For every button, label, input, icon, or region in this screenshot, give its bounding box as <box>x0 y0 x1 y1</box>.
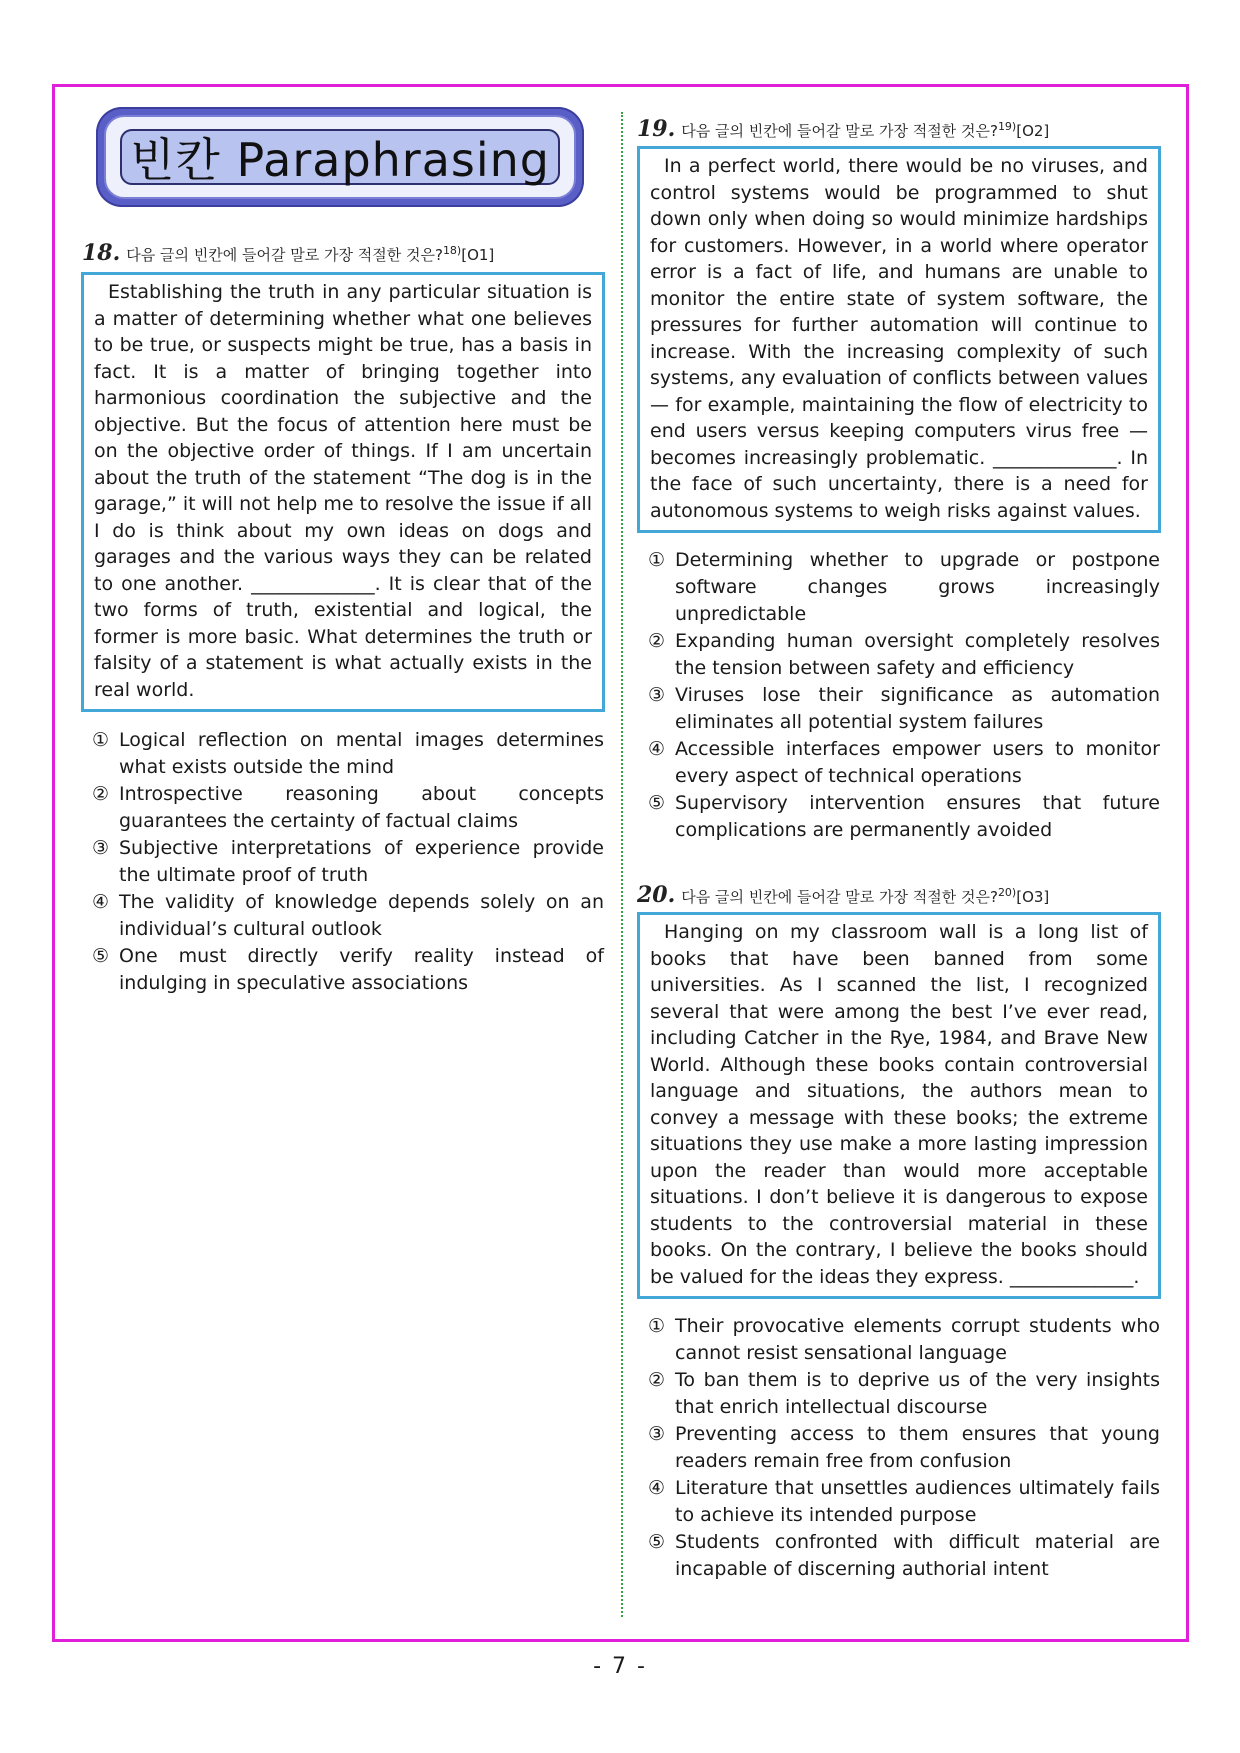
choice-item[interactable] <box>92 781 604 835</box>
choice-text: Logical reflection on mental images determines what exists outside the mind <box>119 729 604 778</box>
choice-item[interactable] <box>648 1475 1160 1529</box>
question-source: 18) <box>442 244 462 257</box>
choice-text: Expanding human oversight completely resolves the tension between safety and efficiency <box>675 630 1160 679</box>
choice-item[interactable] <box>648 1367 1160 1421</box>
choice-mark: ① <box>648 549 666 571</box>
choice-text: Supervisory intervention ensures that future complications are permanently avoided <box>675 792 1160 841</box>
question-code: [O2] <box>1016 122 1050 140</box>
choice-item[interactable] <box>648 1421 1160 1475</box>
question-prompt: 다음 글의 빈칸에 들어갈 말로 가장 적절한 것은? <box>126 246 443 264</box>
choice-mark: ③ <box>648 1423 666 1445</box>
choice-item[interactable] <box>648 736 1160 790</box>
choice-text: Accessible interfaces empower users to monitor every aspect of technical operations <box>675 738 1160 787</box>
choice-item[interactable] <box>92 727 604 781</box>
choice-item[interactable] <box>648 547 1160 628</box>
choice-mark: ① <box>92 729 110 751</box>
question-number: 20. <box>637 882 676 908</box>
section-banner <box>96 107 584 207</box>
choice-mark: ⑤ <box>648 792 666 814</box>
choice-item[interactable] <box>648 628 1160 682</box>
choice-text: Preventing access to them ensures that young readers remain free from confusion <box>675 1423 1160 1472</box>
page-number: - 7 - <box>593 1654 647 1679</box>
choice-text: Introspective reasoning about concepts guarantees the certainty of factual claims <box>119 783 604 832</box>
choice-mark: ④ <box>92 891 110 913</box>
choice-mark: ④ <box>648 738 666 760</box>
question-prompt: 다음 글의 빈칸에 들어갈 말로 가장 적절한 것은? <box>681 122 998 140</box>
choice-item[interactable] <box>648 790 1160 844</box>
choice-text: To ban them is to deprive us of the very insights that enrich intellectual discourse <box>675 1369 1160 1418</box>
column-divider <box>621 112 623 1617</box>
question-19-header <box>637 116 1049 142</box>
choice-text: Subjective interpretations of experience provide the ultimate proof of truth <box>119 837 604 886</box>
choice-item[interactable] <box>92 943 604 997</box>
choice-text: Their provocative elements corrupt students who cannot resist sensational language <box>675 1315 1160 1364</box>
question-20-header <box>637 882 1049 908</box>
question-19-choices <box>648 547 1160 844</box>
question-prompt: 다음 글의 빈칸에 들어갈 말로 가장 적절한 것은? <box>681 888 998 906</box>
choice-mark: ① <box>648 1315 666 1337</box>
choice-mark: ③ <box>92 837 110 859</box>
question-source: 20) <box>997 886 1017 899</box>
choice-text: The validity of knowledge depends solely on an individual’s cultural outlook <box>119 891 604 940</box>
choice-mark: ⑤ <box>92 945 110 967</box>
choice-item[interactable] <box>648 1313 1160 1367</box>
choice-item[interactable] <box>648 682 1160 736</box>
question-19-passage: In a perfect world, there would be no viruses, and control systems would be programmed to shut down only when doing so would minimize hardships for customers. However, in a world where operator error is a fact of life, and humans are unable to monitor the entire state of system software, the pressures for further automation will continue to increase. With the increasing complexity of such systems, any evaluation of conflicts between values — for example, maintaining the flow of electricity to end users versus keeping computers virus free — becomes increasingly problematic. _____________. In the face of such uncertainty, there is a need for autonomous systems to weigh risks against values. <box>637 146 1161 533</box>
question-number: 19. <box>637 116 676 142</box>
choice-text: Students confronted with difficult material are incapable of discerning authorial intent <box>675 1531 1160 1580</box>
choice-mark: ② <box>92 783 110 805</box>
choice-text: One must directly verify reality instead of indulging in speculative associations <box>119 945 604 994</box>
question-18-header <box>82 240 494 266</box>
question-code: [O3] <box>1016 888 1050 906</box>
banner-inner-border <box>104 115 576 199</box>
choice-item[interactable] <box>92 835 604 889</box>
choice-mark: ② <box>648 630 666 652</box>
question-20-passage: Hanging on my classroom wall is a long list of books that have been banned from some universities. As I scanned the list, I recognized several that were among the best I’ve ever read, including Catcher in the Rye, 1984, and Brave New World. Although these books contain controversial language and situations, the authors mean to convey a message with these books; the extreme situations they use make a more lasting impression upon the reader than would more acceptable situations. I don’t believe it is dangerous to expose students to the controversial material in these books. On the contrary, I believe the books should be valued for the ideas they express. _____________. <box>637 912 1161 1299</box>
choice-mark: ⑤ <box>648 1531 666 1553</box>
choice-mark: ③ <box>648 684 666 706</box>
banner-title: 빈칸 Paraphrasing <box>129 133 550 187</box>
choice-text: Determining whether to upgrade or postpone software changes grows increasingly unpredictable <box>675 549 1160 625</box>
question-18-choices <box>92 727 604 997</box>
choice-item[interactable] <box>92 889 604 943</box>
question-number: 18. <box>82 240 121 266</box>
question-20-choices <box>648 1313 1160 1583</box>
choice-text: Viruses lose their significance as automation eliminates all potential system failures <box>675 684 1160 733</box>
choice-item[interactable] <box>648 1529 1160 1583</box>
question-18-passage: Establishing the truth in any particular situation is a matter of determining whether what one believes to be true, or suspects might be true, has a basis in fact. It is a matter of bringing together into harmonious coordination the subjective and the objective. But the focus of attention here must be on the objective order of things. If I am uncertain about the truth of the statement “The dog is in the garage,” it will not help me to resolve the issue if all I do is think about my own ideas on dogs and garages and the various ways they can be related to one another. _____________. It is clear that of the two forms of truth, existential and logical, the former is more basic. What determines the truth or falsity of a statement is what actually exists in the real world. <box>81 272 605 712</box>
choice-mark: ② <box>648 1369 666 1391</box>
banner-core <box>120 129 560 185</box>
choice-text: Literature that unsettles audiences ultimately fails to achieve its intended purpose <box>675 1477 1160 1526</box>
question-code: [O1] <box>461 246 495 264</box>
question-source: 19) <box>997 120 1017 133</box>
choice-mark: ④ <box>648 1477 666 1499</box>
